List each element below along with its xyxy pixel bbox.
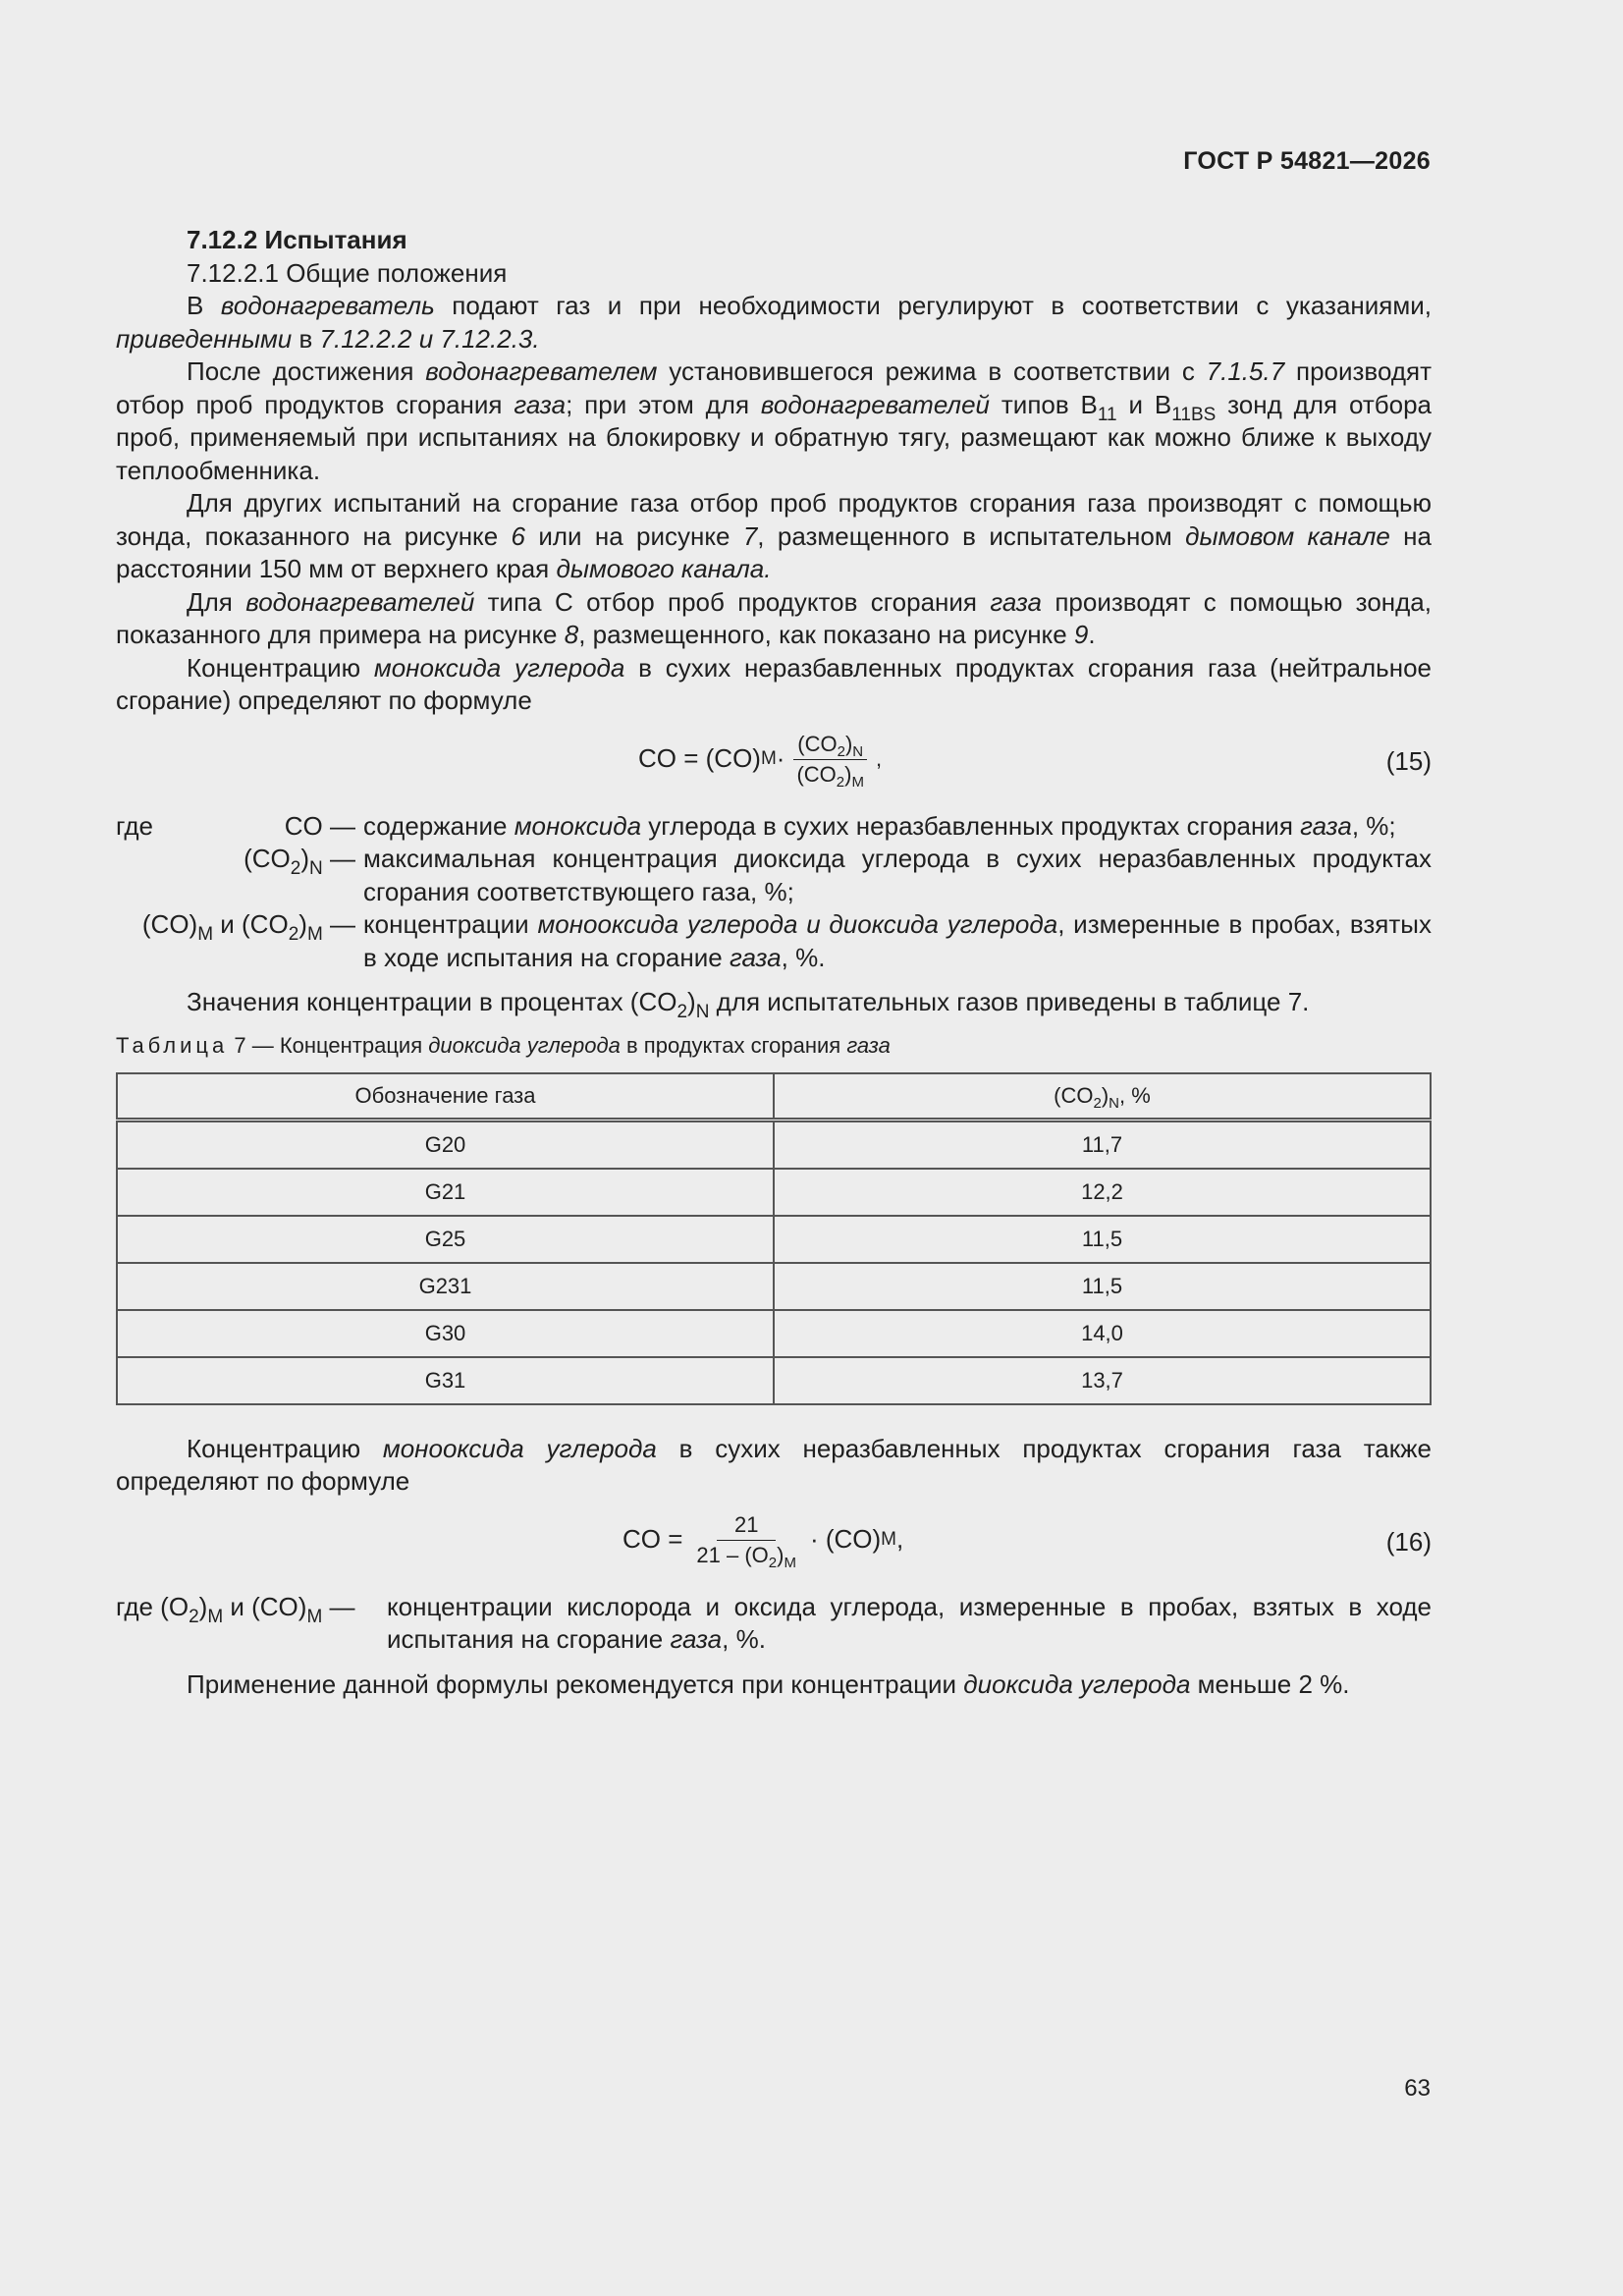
formula-16-legend: [116, 1591, 1432, 1657]
paragraph-6: Значения концентрации в процентах $(CO_2)_N$ для испытательных газов приведены в таблице 7.: [187, 987, 1310, 1022]
table-7: [116, 1072, 1432, 1405]
legend-definition: содержание моноксида углерода в сухих неразбавленных продуктах сгорания газа, %;: [363, 810, 1396, 841]
paragraph-5: Концентрацию моноксида углерода в сухих неразбавленных продуктах сгорания газа (нейтральное сгорание) определяют по формуле: [116, 652, 1432, 715]
document-code: ГОСТ Р 54821—2026: [1183, 147, 1431, 175]
formula-16-expression: CO = $\frac{21}{21 - (O_2)_M}$ · (CO) M ,: [622, 1511, 904, 1571]
formula-16: [116, 1508, 1432, 1583]
cell-gas: G231: [117, 1263, 774, 1310]
paragraph-4: Для водонагревателей типа C отбор проб продуктов сгорания газа производят с помощью зонда, показанного для примера на рисунке 8, размещенного, как показано на рисунке 9.: [116, 586, 1432, 649]
paragraph-2: После достижения водонагревателем установившегося режима в соответствии с 7.1.5.7 производят отбор проб продуктов сгорания газа; при этом для водонагревателей типов $B_{11}$ и $B_{11BS}$ зонд для отбора проб, применяемый при испытаниях на блокировку и обратную тягу, размещают как можно ближе к выходу теплообменника.: [116, 356, 1433, 485]
formula-15-fraction: [792, 731, 868, 791]
table-row: [117, 1263, 1431, 1310]
column-header-gas: Обозначение газа: [117, 1073, 774, 1121]
table-row: [117, 1216, 1431, 1263]
fraction-denominator: $21 - (O_2)_M$: [696, 1542, 796, 1571]
formula-15-expression: CO = (CO) M · $\frac{(CO_2)_N}{(CO_2)_M}$ ,: [638, 731, 883, 791]
paragraph-7: Концентрацию монооксида углерода в сухих неразбавленных продуктах сгорания газа также определяют по формуле: [116, 1433, 1432, 1496]
legend-definition: максимальная концентрация диоксида углерода в сухих неразбавленных продуктах сгорания соответствующего газа, %;: [363, 844, 1432, 906]
subsection-heading: 7.12.2.1 Общие положения: [187, 257, 508, 288]
formula-15-legend: [116, 810, 1432, 975]
fraction-numerator: $(CO_2)_N$: [793, 732, 867, 760]
legend-definition: концентрации кислорода и оксида углерода, измеренные в пробах, взятых в ходе испытания на сгорание газа, %.: [387, 1591, 1432, 1654]
cell-value: 12,2: [774, 1169, 1431, 1216]
table-row: [117, 1120, 1431, 1169]
cell-gas: G30: [117, 1310, 774, 1357]
table-row: [117, 1310, 1431, 1357]
legend-symbol: $(CO)_M$ и $(CO_2)_M$ —: [141, 909, 355, 945]
cell-value: 11,7: [774, 1120, 1431, 1169]
section-heading: 7.12.2 Испытания: [187, 225, 407, 254]
legend-symbol: $(CO_2)_N$ —: [243, 844, 355, 879]
cell-gas: G20: [117, 1120, 774, 1169]
cell-value: 11,5: [774, 1263, 1431, 1310]
cell-gas: G21: [117, 1169, 774, 1216]
formula-16-fraction: [692, 1511, 800, 1571]
fraction-numerator: 21: [717, 1512, 776, 1541]
fraction-denominator: $(CO_2)_M$: [796, 761, 864, 791]
cell-gas: G25: [117, 1216, 774, 1263]
paragraph-1: В водонагреватель подают газ и при необходимости регулируют в соответствии с указаниями, приведенными в 7.12.2.2 и 7.12.2.3.: [116, 291, 1432, 354]
cell-value: 11,5: [774, 1216, 1431, 1263]
legend-symbol: где $(O_2)_M$ и $(CO)_M$ —: [116, 1591, 355, 1627]
paragraph-3: Для других испытаний на сгорание газа отбор проб продуктов сгорания газа производят с помощью зонда, показанного на рисунке 6 или на рисунке 7, размещенного в испытательном дымовом канале на расстоянии 150 мм от верхнего края дымового канала.: [116, 488, 1432, 583]
table-row: [117, 1357, 1431, 1404]
document-body: [116, 224, 1432, 1701]
cell-value: 14,0: [774, 1310, 1431, 1357]
page-number: 63: [1404, 2075, 1431, 2102]
formula-16-number: (16): [1385, 1526, 1432, 1557]
cell-value: 13,7: [774, 1357, 1431, 1404]
table-7-caption: Таблица 7 — Концентрация диоксида углерода в продуктах сгорания газа: [116, 1032, 891, 1058]
paragraph-8: Применение данной формулы рекомендуется при концентрации диоксида углерода меньше 2 %.: [187, 1668, 1350, 1699]
legend-definition: концентрации монооксида углерода и диоксида углерода, измеренные в пробах, взятых в ходе испытания на сгорание газа, %.: [363, 909, 1432, 972]
column-header-co2: $(CO_2)_N$, %: [774, 1073, 1431, 1121]
legend-symbol: где CO —: [116, 810, 355, 841]
cell-gas: G31: [117, 1357, 774, 1404]
table-row: [117, 1169, 1431, 1216]
formula-15-number: (15): [1385, 745, 1432, 776]
formula-15: [116, 728, 1432, 802]
table-header-row: [117, 1073, 1431, 1121]
